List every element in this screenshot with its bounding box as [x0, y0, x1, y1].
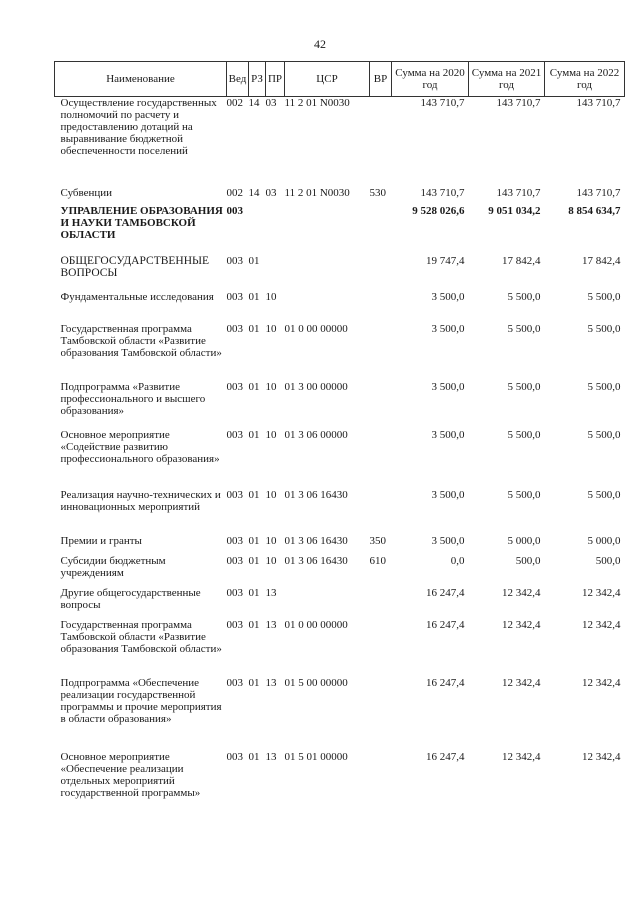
row-sum-2021: 12 342,4	[502, 750, 541, 763]
row-sum-2020: 3 500,0	[431, 534, 465, 547]
row-pr: 10	[265, 554, 277, 567]
row-csr: 11 2 01 N0030	[284, 186, 350, 199]
row-sum-2022: 5 000,0	[587, 534, 621, 547]
row-sum-2020: 3 500,0	[431, 488, 465, 501]
row-name: Государственная программа Тамбовской области «Развитие образования Тамбовской области»	[60, 322, 222, 359]
row-ved: 003	[226, 618, 243, 631]
row-name: Государственная программа Тамбовской области «Развитие образования Тамбовской области»	[60, 618, 222, 655]
row-sum-2022: 5 500,0	[587, 488, 621, 501]
row-name: Подпрограмма «Обеспечение реализации государственной программы и прочие мероприятия в области образования»	[60, 676, 222, 725]
row-sum-2021: 500,0	[515, 554, 541, 567]
row-sum-2022: 500,0	[595, 554, 621, 567]
row-sum-2022: 143 710,7	[576, 97, 621, 109]
table-row	[55, 187, 625, 205]
row-rz: 01	[248, 488, 260, 501]
header-ved: Вед	[227, 62, 249, 97]
table-row	[55, 97, 625, 187]
row-sum-2021: 143 710,7	[496, 186, 541, 199]
row-ved: 003	[226, 750, 243, 763]
row-pr: 03	[265, 97, 277, 109]
row-sum-2021: 5 500,0	[507, 322, 541, 335]
row-ved: 003	[226, 554, 243, 567]
header-vr: ВР	[370, 62, 392, 97]
row-sum-2020: 3 500,0	[431, 322, 465, 335]
row-sum-2020: 3 500,0	[431, 380, 465, 393]
row-sum-2021: 12 342,4	[502, 618, 541, 631]
table-row	[55, 205, 625, 255]
row-sum-2020: 16 247,4	[426, 676, 465, 689]
row-ved: 003	[226, 380, 243, 393]
row-csr: 01 3 06 16430	[284, 488, 348, 501]
row-name: Осуществление государственных полномочий по расчету и предоставлению дотаций на выравнивание бюджетной обеспеченности поселений	[60, 97, 217, 157]
row-sum-2022: 12 342,4	[582, 750, 621, 763]
row-ved: 003	[226, 254, 243, 267]
header-name: Наименование	[55, 62, 227, 97]
row-pr	[266, 205, 285, 255]
row-sum-2021: 12 342,4	[502, 676, 541, 689]
row-pr: 10	[265, 322, 277, 335]
row-vr	[370, 97, 392, 187]
row-vr	[370, 291, 392, 323]
row-sum-2021: 9 051 034,2	[488, 204, 541, 217]
row-name: Субвенции	[60, 186, 113, 199]
row-rz: 01	[248, 618, 260, 631]
row-name: Другие общегосударственные вопросы	[60, 586, 201, 611]
row-sum-2020: 9 528 026,6	[412, 204, 465, 217]
row-sum-2022: 8 854 634,7	[568, 204, 621, 217]
budget-table	[54, 61, 625, 811]
row-vr: 610	[369, 554, 386, 567]
row-csr	[285, 205, 370, 255]
row-sum-2022: 12 342,4	[582, 676, 621, 689]
table-row	[55, 555, 625, 587]
row-ved: 003	[226, 534, 243, 547]
row-pr: 03	[265, 186, 277, 199]
row-ved: 002	[226, 97, 243, 109]
row-sum-2020: 3 500,0	[431, 428, 465, 441]
row-rz	[249, 205, 266, 255]
table-row	[55, 619, 625, 677]
row-pr: 10	[265, 290, 277, 303]
row-vr: 350	[369, 534, 386, 547]
row-name: Субсидии бюджетным учреждениям	[60, 554, 166, 579]
row-rz: 01	[248, 254, 260, 267]
row-vr	[370, 489, 392, 535]
row-csr: 01 0 00 00000	[284, 618, 348, 631]
table-row	[55, 535, 625, 555]
row-sum-2020: 143 710,7	[420, 186, 465, 199]
table-row	[55, 677, 625, 751]
row-csr: 01 3 06 16430	[284, 554, 348, 567]
row-csr: 11 2 01 N0030	[284, 97, 350, 109]
row-name: Реализация научно-технических и инновационных мероприятий	[60, 488, 221, 513]
row-sum-2022: 5 500,0	[587, 380, 621, 393]
row-vr	[370, 323, 392, 381]
row-sum-2020: 19 747,4	[426, 254, 465, 267]
row-vr	[370, 429, 392, 489]
row-sum-2021: 5 500,0	[507, 428, 541, 441]
row-ved: 003	[226, 322, 243, 335]
row-ved: 003	[226, 586, 243, 599]
row-name: УПРАВЛЕНИЕ ОБРАЗОВАНИЯ И НАУКИ ТАМБОВСКОЙ ОБЛАСТИ	[60, 204, 223, 241]
row-name: Премии и гранты	[60, 534, 142, 547]
row-csr: 01 5 01 00000	[284, 750, 348, 763]
row-name: Подпрограмма «Развитие профессионального и высшего образования»	[60, 380, 206, 417]
row-pr	[266, 255, 285, 291]
row-sum-2021: 17 842,4	[502, 254, 541, 267]
row-sum-2021: 12 342,4	[502, 586, 541, 599]
row-sum-2022: 12 342,4	[582, 618, 621, 631]
row-ved: 003	[226, 204, 243, 217]
row-rz: 01	[248, 322, 260, 335]
row-sum-2020: 3 500,0	[431, 290, 465, 303]
table-header-row	[55, 62, 625, 97]
row-rz: 01	[248, 534, 260, 547]
row-csr	[285, 291, 370, 323]
row-pr: 13	[265, 618, 277, 631]
row-sum-2021: 5 000,0	[507, 534, 541, 547]
row-vr	[370, 751, 392, 811]
header-sum-2021: Сумма на 2021 год	[469, 62, 545, 97]
row-rz: 01	[248, 750, 260, 763]
row-rz: 01	[248, 290, 260, 303]
row-rz: 01	[248, 676, 260, 689]
row-name: Фундаментальные исследования	[60, 290, 214, 303]
row-sum-2020: 16 247,4	[426, 586, 465, 599]
row-name: Основное мероприятие «Обеспечение реализации отдельных мероприятий государственной программы»	[60, 750, 201, 799]
row-ved: 003	[226, 676, 243, 689]
header-sum-2020: Сумма на 2020 год	[392, 62, 469, 97]
page-number: 42	[314, 37, 326, 51]
row-vr: 530	[369, 186, 386, 199]
row-rz: 01	[248, 586, 260, 599]
row-ved: 003	[226, 290, 243, 303]
row-rz: 01	[248, 428, 260, 441]
row-vr	[370, 381, 392, 429]
row-pr: 10	[265, 488, 277, 501]
row-sum-2022: 17 842,4	[582, 254, 621, 267]
header-pr: ПР	[266, 62, 285, 97]
row-pr: 10	[265, 534, 277, 547]
row-vr	[370, 677, 392, 751]
row-name: ОБЩЕГОСУДАРСТВЕННЫЕ ВОПРОСЫ	[60, 254, 210, 279]
table-row	[55, 751, 625, 811]
row-csr: 01 3 06 00000	[284, 428, 348, 441]
row-sum-2021: 5 500,0	[507, 290, 541, 303]
row-rz: 14	[248, 97, 260, 109]
row-csr: 01 3 06 16430	[284, 534, 348, 547]
row-csr: 01 5 00 00000	[284, 676, 348, 689]
row-sum-2020: 16 247,4	[426, 618, 465, 631]
row-pr: 13	[265, 750, 277, 763]
row-sum-2022: 5 500,0	[587, 322, 621, 335]
row-vr	[370, 587, 392, 619]
row-sum-2020: 16 247,4	[426, 750, 465, 763]
row-pr: 13	[265, 586, 277, 599]
row-csr: 01 3 00 00000	[284, 380, 348, 393]
row-ved: 003	[226, 428, 243, 441]
row-csr	[285, 255, 370, 291]
table-row	[55, 429, 625, 489]
row-ved: 002	[226, 186, 243, 199]
row-vr	[370, 255, 392, 291]
row-sum-2022: 143 710,7	[576, 186, 621, 199]
table-row	[55, 489, 625, 535]
row-rz: 01	[248, 554, 260, 567]
table-row	[55, 323, 625, 381]
table-row	[55, 381, 625, 429]
header-rz: РЗ	[249, 62, 266, 97]
row-vr	[370, 205, 392, 255]
row-sum-2021: 5 500,0	[507, 380, 541, 393]
header-sum-2022: Сумма на 2022 год	[545, 62, 625, 97]
row-vr	[370, 619, 392, 677]
row-pr: 10	[265, 380, 277, 393]
row-sum-2021: 143 710,7	[496, 97, 541, 109]
row-sum-2020: 0,0	[450, 554, 465, 567]
row-csr: 01 0 00 00000	[284, 322, 348, 335]
row-pr: 10	[265, 428, 277, 441]
table-row	[55, 255, 625, 291]
row-sum-2022: 12 342,4	[582, 586, 621, 599]
row-rz: 01	[248, 380, 260, 393]
row-csr	[285, 587, 370, 619]
row-rz: 14	[248, 186, 260, 199]
row-sum-2020: 143 710,7	[420, 97, 465, 109]
row-sum-2021: 5 500,0	[507, 488, 541, 501]
header-csr: ЦСР	[285, 62, 370, 97]
row-name: Основное мероприятие «Содействие развитию профессионального образования»	[60, 428, 220, 465]
row-sum-2022: 5 500,0	[587, 290, 621, 303]
table-row	[55, 587, 625, 619]
row-pr: 13	[265, 676, 277, 689]
table-row	[55, 291, 625, 323]
row-sum-2022: 5 500,0	[587, 428, 621, 441]
row-ved: 003	[226, 488, 243, 501]
